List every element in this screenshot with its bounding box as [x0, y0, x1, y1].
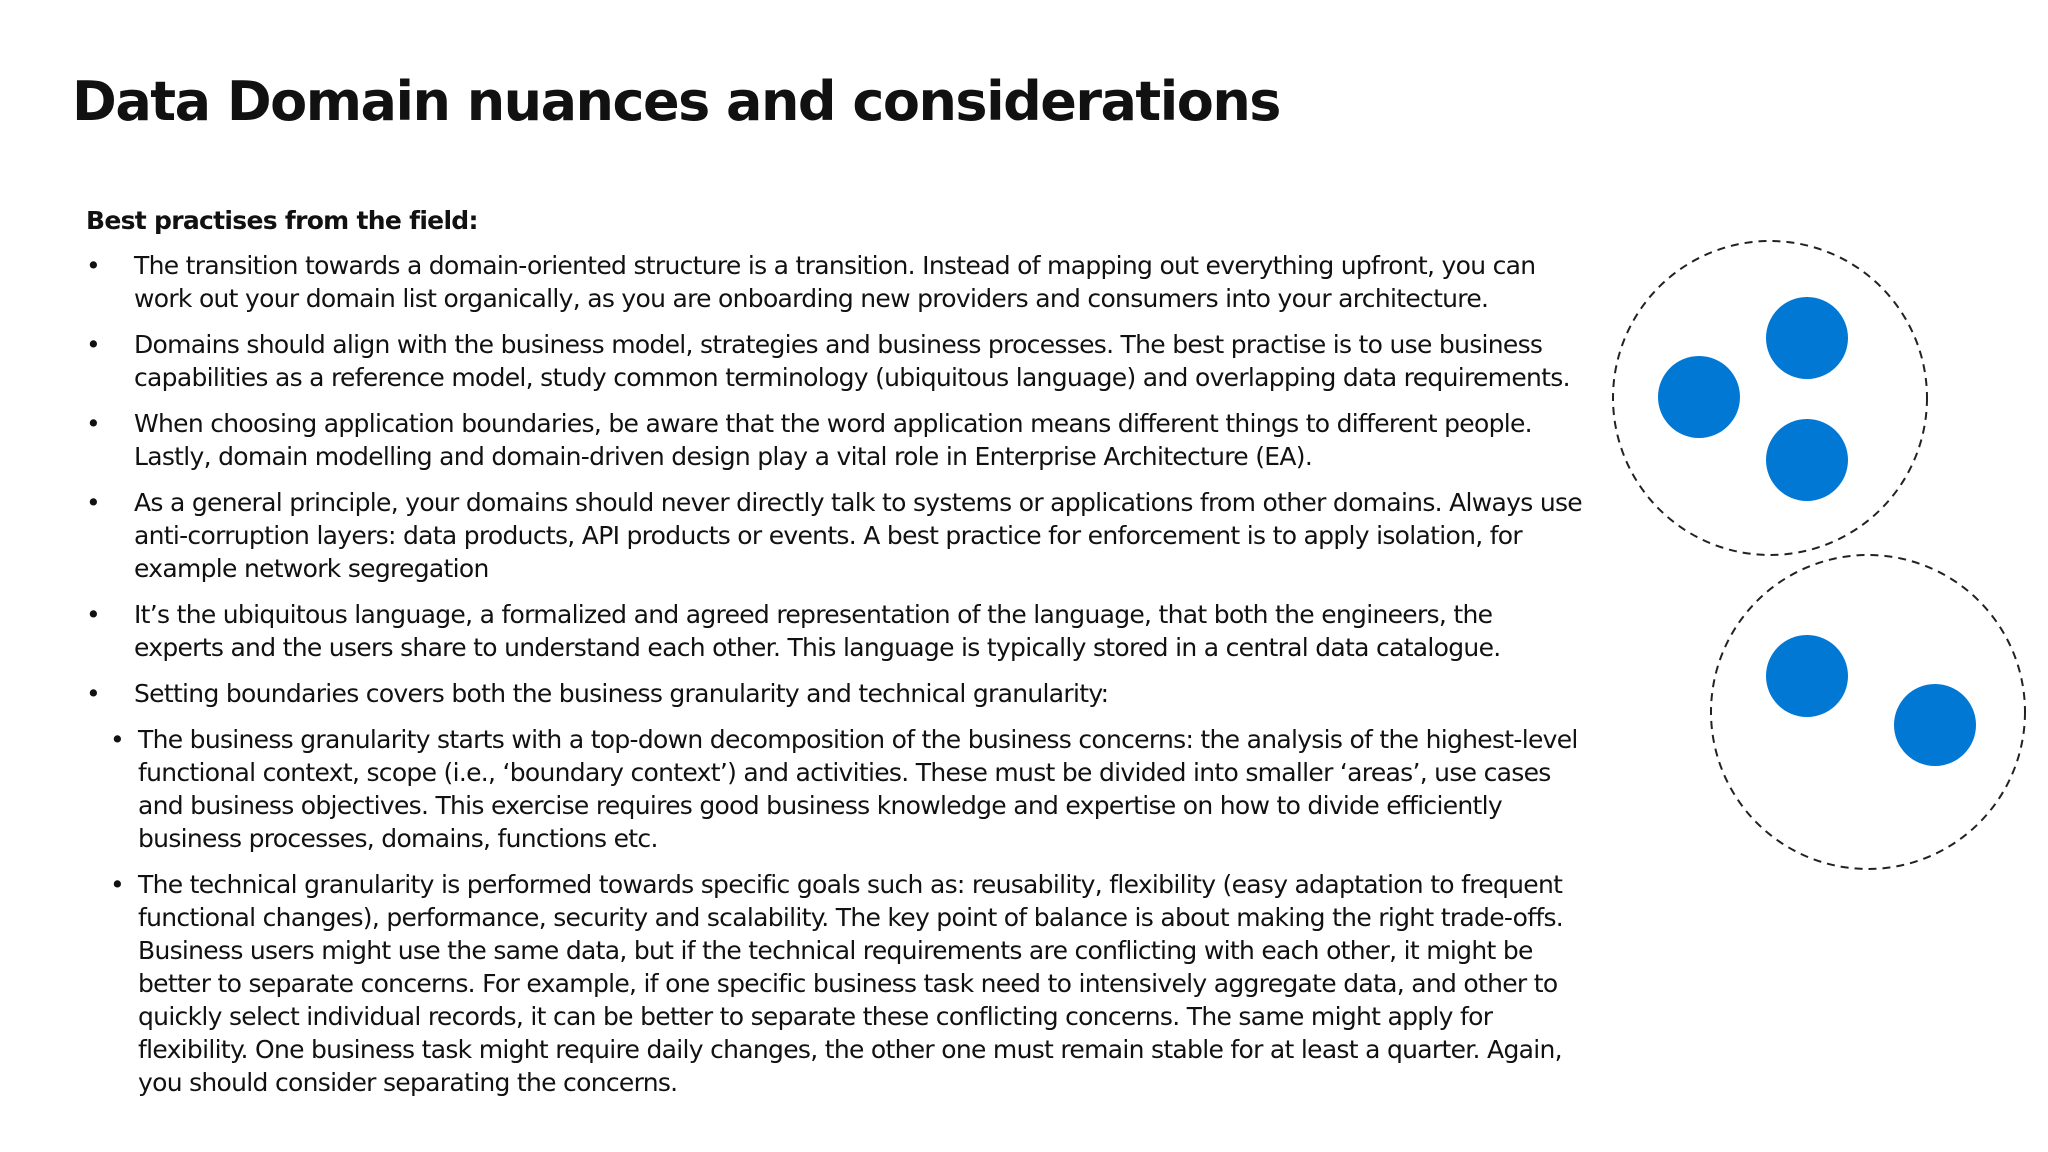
- bullet-marker: •: [86, 600, 101, 629]
- boundary-circle-2: [1711, 555, 2025, 869]
- bullet-list: [86, 249, 1586, 710]
- domain-dot: [1766, 419, 1848, 501]
- sub-bullet-item: [106, 868, 1586, 1099]
- sub-bullet-list: [86, 723, 1586, 1099]
- bullet-marker: •: [86, 409, 101, 438]
- sub-bullet-marker: •: [110, 725, 125, 754]
- bullet-item: [86, 249, 1586, 315]
- domain-boundary-2: [1711, 555, 2025, 869]
- bullet-text: Setting boundaries covers both the business granularity and technical granularity:: [134, 679, 1109, 708]
- domain-dot: [1658, 356, 1740, 438]
- slide-body: [86, 204, 1586, 1112]
- bullet-marker: •: [86, 679, 101, 708]
- bullet-text: Domains should align with the business model, strategies and business processes. The best practise is to use business capabilities as a reference model, study common terminology (ubiquitous language) and overlapping data requirements.: [134, 330, 1570, 392]
- bullet-text: When choosing application boundaries, be aware that the word application means different things to different people. Lastly, domain modelling and domain-driven design play a vital role in Enterprise Architecture (EA).: [134, 409, 1532, 471]
- bullet-marker: •: [86, 488, 101, 517]
- bullet-item: [86, 407, 1586, 473]
- bullet-text: The transition towards a domain-oriented structure is a transition. Instead of mapping out everything upfront, you can work out your domain list organically, as you are onboarding new providers and consumers into your architecture.: [134, 251, 1536, 313]
- bullet-text: It’s the ubiquitous language, a formalized and agreed representation of the language, that both the engineers, the experts and the users share to understand each other. This language is typically stored in a central data catalogue.: [134, 600, 1501, 662]
- sub-bullet-item: [106, 723, 1586, 855]
- bullet-item: [86, 598, 1586, 664]
- bullet-item: [86, 677, 1586, 710]
- domain-boundary-1: [1613, 241, 1927, 555]
- bullet-marker: •: [86, 330, 101, 359]
- slide-title: Data Domain nuances and considerations: [72, 70, 1280, 133]
- bullet-item: [86, 486, 1586, 585]
- domain-dot: [1766, 635, 1848, 717]
- sub-bullet-text: The technical granularity is performed towards specific goals such as: reusability, flexibility (easy adaptation to frequent functional changes), performance, security and scalability. The key point of balance is about making the right trade-offs. Business users might use the same data, but if the technical requirements are conflicting with each other, it might be better to separate concerns. For example, if one specific business task need to intensively aggregate data, and other to quickly select individual records, it can be better to separate these conflicting concerns. The same might apply for flexibility. One business task might require daily changes, the other one must remain stable for at least a quarter. Again, you should consider separating the concerns.: [138, 870, 1564, 1097]
- sub-bullet-text: The business granularity starts with a top-down decomposition of the business concerns: the analysis of the highest-level functional context, scope (i.e., ‘boundary context’) and activities. These must be divided into smaller ‘areas’, use cases and business objectives. This exercise requires good business knowledge and expertise on how to divide efficiently business processes, domains, functions etc.: [138, 725, 1578, 853]
- bullet-marker: •: [86, 251, 101, 280]
- domain-boundaries-diagram: [1590, 225, 2030, 885]
- intro-heading: Best practises from the field:: [86, 206, 478, 235]
- domain-dot: [1766, 297, 1848, 379]
- domain-dot: [1894, 684, 1976, 766]
- bullet-text: As a general principle, your domains should never directly talk to systems or applications from other domains. Always use anti-corruption layers: data products, API products or events. A best practice for enforcement is to apply isolation, for example network segregation: [134, 488, 1582, 583]
- sub-bullet-marker: •: [110, 870, 125, 899]
- bullet-item: [86, 328, 1586, 394]
